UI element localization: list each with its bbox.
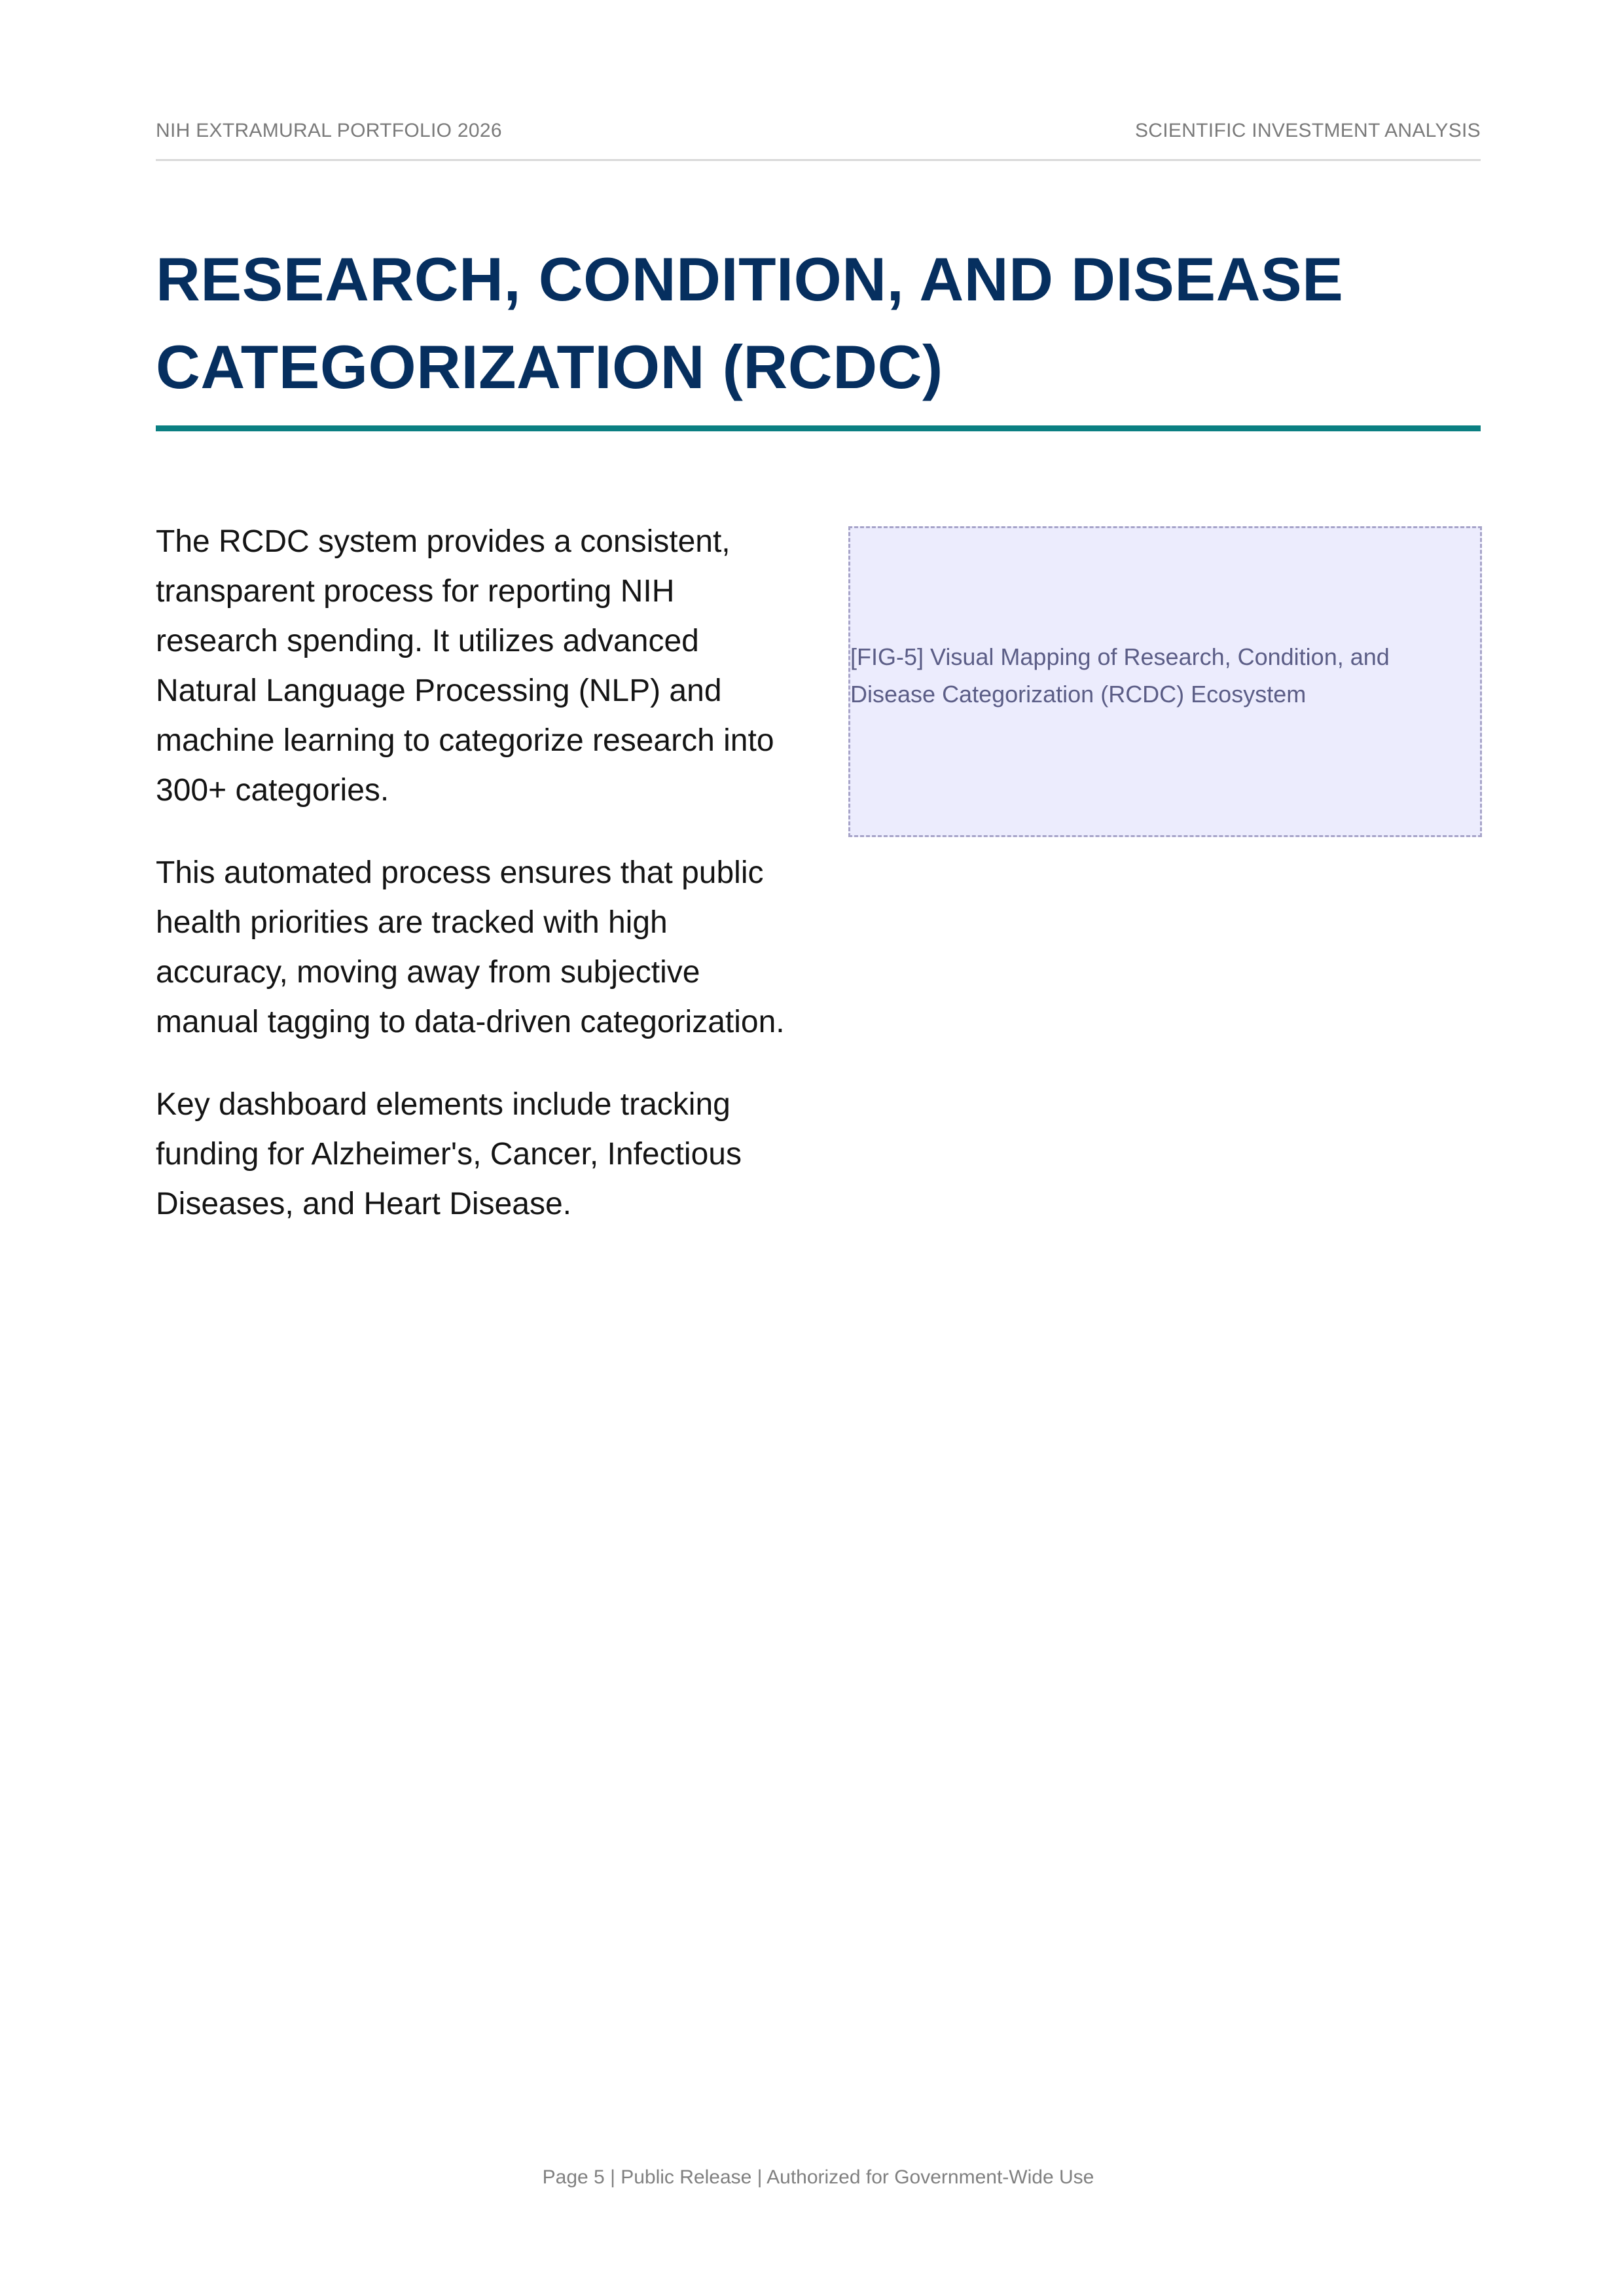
title-line-2: CATEGORIZATION (RCDC)	[156, 332, 943, 401]
header-right-text: SCIENTIFIC INVESTMENT ANALYSIS	[1135, 120, 1481, 141]
body-paragraph: Key dashboard elements include tracking funding for Alzheimer's, Cancer, Infectious Diseases, and Heart Disease.	[156, 1087, 742, 1221]
running-header	[156, 120, 1481, 161]
title-line-1: RESEARCH, CONDITION, AND DISEASE	[156, 245, 1344, 314]
header-left-text: NIH EXTRAMURAL PORTFOLIO 2026	[156, 120, 502, 141]
document-page	[156, 0, 1481, 2296]
body-paragraph: The RCDC system provides a consistent, transparent process for reporting NIH research spending. It utilizes advanced Natural Language Processing (NLP) and machine learning to categorize research into 300+ categories.	[156, 524, 774, 808]
body-text-column	[156, 517, 801, 1262]
running-footer: Page 5 | Public Release | Authorized for Government-Wide Use	[542, 2166, 1094, 2188]
page-title	[156, 236, 1481, 431]
title-heading	[156, 236, 1481, 411]
figure-caption: [FIG-5] Visual Mapping of Research, Condition, and Disease Categorization (RCDC) Ecosystem	[850, 643, 1390, 708]
figure-placeholder	[848, 526, 1482, 837]
body-paragraph: This automated process ensures that public health priorities are tracked with high accuracy, moving away from subjective manual tagging to data-driven categorization.	[156, 855, 785, 1039]
